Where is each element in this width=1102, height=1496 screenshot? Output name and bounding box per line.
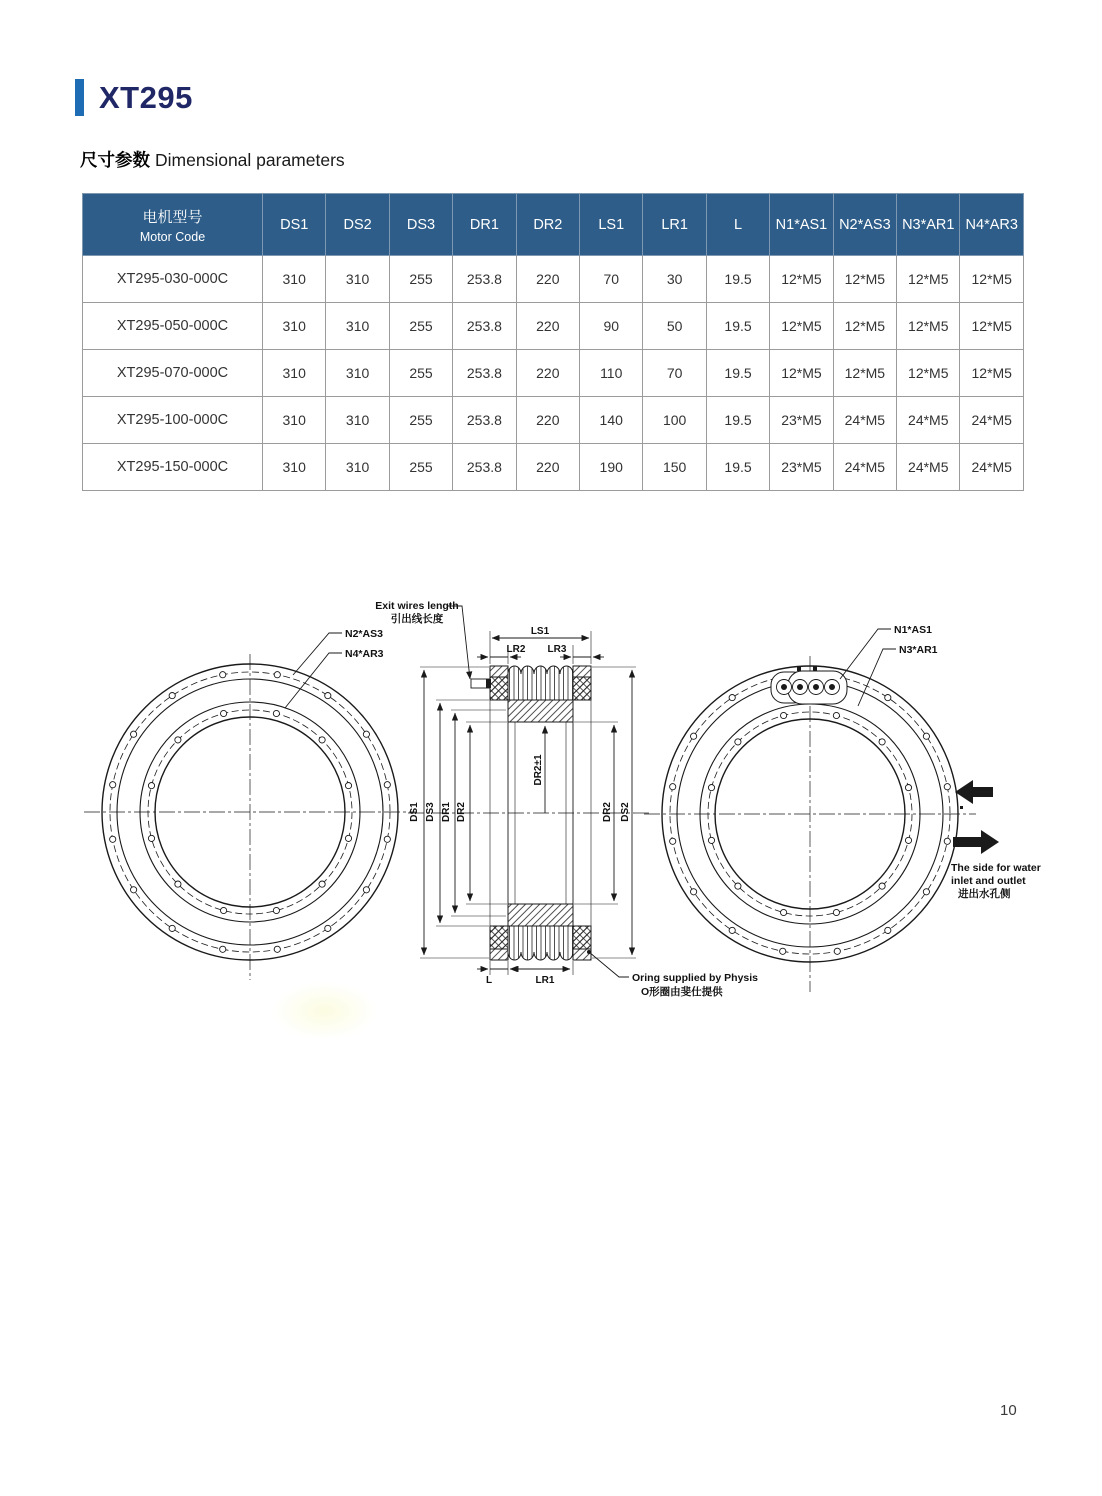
label-water-en1: The side for water xyxy=(951,862,1041,874)
value-cell: 19.5 xyxy=(706,397,769,444)
bolt-hole xyxy=(169,693,175,699)
motor-code-cell: XT295-100-000C xyxy=(83,397,263,444)
column-header-ds1: DS1 xyxy=(263,194,326,256)
bolt-hole xyxy=(131,887,137,893)
bolt-hole xyxy=(708,785,714,791)
bolt-hole xyxy=(670,784,676,790)
value-cell: 19.5 xyxy=(706,303,769,350)
value-cell: 255 xyxy=(389,444,452,491)
oring-section-bottom-right xyxy=(573,926,591,949)
bolt-hole xyxy=(780,948,786,954)
table-header-row xyxy=(83,194,1024,256)
value-cell: 24*M5 xyxy=(897,397,960,444)
dim-dr2-right: DR2 xyxy=(602,801,613,823)
bolt-hole xyxy=(221,907,227,913)
subtitle-zh: 尺寸参数 xyxy=(80,150,150,170)
bolt-hole xyxy=(169,925,175,931)
table-row xyxy=(83,256,1024,303)
value-cell: 310 xyxy=(326,256,389,303)
table-row xyxy=(83,350,1024,397)
column-header-lr1: LR1 xyxy=(643,194,706,256)
dimensional-parameters-table xyxy=(82,193,1024,491)
bolt-hole xyxy=(879,883,885,889)
value-cell: 19.5 xyxy=(706,256,769,303)
bolt-hole xyxy=(885,927,891,933)
bolt-hole xyxy=(781,712,787,718)
label-n1as1: N1*AS1 xyxy=(894,624,932,636)
column-header-ls1: LS1 xyxy=(580,194,643,256)
dim-dr1: DR1 xyxy=(441,801,452,823)
value-cell: 310 xyxy=(326,444,389,491)
label-n4ar3: N4*AR3 xyxy=(345,648,384,660)
bolt-hole xyxy=(175,737,181,743)
value-cell: 220 xyxy=(516,256,579,303)
bolt-hole xyxy=(131,731,137,737)
value-cell: 12*M5 xyxy=(897,256,960,303)
value-cell: 310 xyxy=(263,444,326,491)
value-cell: 253.8 xyxy=(453,397,516,444)
motor-code-cell: XT295-070-000C xyxy=(83,350,263,397)
dim-ds3: DS3 xyxy=(425,802,436,822)
label-n2as3: N2*AS3 xyxy=(345,628,383,640)
bolt-hole xyxy=(833,909,839,915)
bolt-hole xyxy=(273,907,279,913)
connector-tab xyxy=(797,666,801,671)
bolt-hole xyxy=(905,837,911,843)
label-exit-wires-zh: 引出线长度 xyxy=(390,613,444,625)
table-row xyxy=(83,444,1024,491)
bolt-hole xyxy=(148,783,154,789)
column-header-n3-ar1: N3*AR1 xyxy=(897,194,960,256)
value-cell: 310 xyxy=(326,397,389,444)
bolt-hole xyxy=(708,837,714,843)
value-cell: 12*M5 xyxy=(897,303,960,350)
value-cell: 253.8 xyxy=(453,350,516,397)
subtitle-en: Dimensional parameters xyxy=(155,150,345,170)
bolt-hole xyxy=(885,695,891,701)
value-cell: 253.8 xyxy=(453,256,516,303)
value-cell: 12*M5 xyxy=(770,350,833,397)
value-cell: 12*M5 xyxy=(770,256,833,303)
bolt-hole xyxy=(729,695,735,701)
value-cell: 140 xyxy=(580,397,643,444)
column-header-l: L xyxy=(706,194,769,256)
value-cell: 90 xyxy=(580,303,643,350)
value-cell: 255 xyxy=(389,397,452,444)
water-arrow-mark xyxy=(960,806,963,809)
bolt-hole xyxy=(833,712,839,718)
value-cell: 110 xyxy=(580,350,643,397)
oring-section-bottom-left xyxy=(490,926,508,949)
column-header-ds3: DS3 xyxy=(389,194,452,256)
bolt-hole xyxy=(110,782,116,788)
value-cell: 24*M5 xyxy=(833,444,896,491)
value-cell: 310 xyxy=(263,397,326,444)
value-cell: 30 xyxy=(643,256,706,303)
value-cell: 12*M5 xyxy=(833,303,896,350)
page-title: XT295 xyxy=(99,79,193,115)
value-cell: 12*M5 xyxy=(833,256,896,303)
stator-fins-top xyxy=(508,666,573,700)
value-cell: 23*M5 xyxy=(770,444,833,491)
table-row xyxy=(83,303,1024,350)
bolt-hole xyxy=(274,672,280,678)
value-cell: 150 xyxy=(643,444,706,491)
value-cell: 220 xyxy=(516,444,579,491)
bolt-hole xyxy=(384,836,390,842)
dim-ds1: DS1 xyxy=(409,802,420,822)
bolt-hole xyxy=(384,782,390,788)
label-oring-en: Oring supplied by Physis xyxy=(632,972,759,984)
value-cell: 12*M5 xyxy=(770,303,833,350)
oring-section-top-right xyxy=(573,677,591,700)
table-row xyxy=(83,397,1024,444)
bolt-hole xyxy=(345,783,351,789)
dim-ds2: DS2 xyxy=(620,802,631,822)
value-cell: 19.5 xyxy=(706,350,769,397)
value-cell: 253.8 xyxy=(453,303,516,350)
value-cell: 310 xyxy=(326,303,389,350)
value-cell: 255 xyxy=(389,350,452,397)
column-header-dr1: DR1 xyxy=(453,194,516,256)
bolt-hole xyxy=(274,946,280,952)
value-cell: 310 xyxy=(263,350,326,397)
value-cell: 70 xyxy=(643,350,706,397)
value-cell: 24*M5 xyxy=(897,444,960,491)
bolt-hole xyxy=(781,909,787,915)
value-cell: 12*M5 xyxy=(960,350,1024,397)
value-cell: 70 xyxy=(580,256,643,303)
dim-lr2: LR2 xyxy=(506,644,526,655)
bolt-hole xyxy=(345,835,351,841)
water-arrow-right-icon xyxy=(953,830,999,854)
value-cell: 220 xyxy=(516,350,579,397)
column-header-n4-ar3: N4*AR3 xyxy=(960,194,1024,256)
bolt-hole xyxy=(923,733,929,739)
value-cell: 253.8 xyxy=(453,444,516,491)
bolt-hole xyxy=(735,739,741,745)
terminal-pin xyxy=(813,684,819,690)
motor-code-cell: XT295-050-000C xyxy=(83,303,263,350)
exit-wire-gland xyxy=(486,679,491,688)
value-cell: 220 xyxy=(516,397,579,444)
dim-l: L xyxy=(485,975,493,986)
bolt-hole xyxy=(319,737,325,743)
value-cell: 12*M5 xyxy=(960,256,1024,303)
dim-ls1: LS1 xyxy=(530,626,550,637)
connector-tab xyxy=(813,666,817,671)
subtitle xyxy=(80,147,345,172)
value-cell: 12*M5 xyxy=(833,350,896,397)
bolt-hole xyxy=(325,693,331,699)
bolt-hole xyxy=(273,710,279,716)
dim-lr3: LR3 xyxy=(547,644,567,655)
label-exit-wires-en: Exit wires length xyxy=(375,600,459,612)
terminal-pin xyxy=(829,684,835,690)
faint-watermark xyxy=(272,982,377,1040)
section-header xyxy=(75,79,193,116)
label-water-zh: 进出水孔侧 xyxy=(958,888,1011,900)
front-view-left xyxy=(84,628,416,980)
value-cell: 24*M5 xyxy=(960,444,1024,491)
label-water-en2: inlet and outlet xyxy=(951,875,1026,887)
column-header-dr2: DR2 xyxy=(516,194,579,256)
motor-code-cell: XT295-030-000C xyxy=(83,256,263,303)
column-header-ds2: DS2 xyxy=(326,194,389,256)
bolt-hole xyxy=(879,739,885,745)
bolt-hole xyxy=(363,887,369,893)
water-arrow-left-icon xyxy=(955,780,993,804)
bolt-hole xyxy=(110,836,116,842)
value-cell: 12*M5 xyxy=(897,350,960,397)
column-header-n1-as1: N1*AS1 xyxy=(770,194,833,256)
page-number: 10 xyxy=(1000,1402,1017,1419)
bolt-hole xyxy=(670,838,676,844)
terminal-pin xyxy=(797,684,803,690)
bolt-hole xyxy=(220,672,226,678)
bolt-hole xyxy=(923,889,929,895)
bolt-hole xyxy=(363,731,369,737)
value-cell: 310 xyxy=(263,303,326,350)
value-cell: 50 xyxy=(643,303,706,350)
value-cell: 100 xyxy=(643,397,706,444)
bolt-hole xyxy=(691,889,697,895)
bolt-hole xyxy=(221,710,227,716)
value-cell: 190 xyxy=(580,444,643,491)
bolt-hole xyxy=(735,883,741,889)
bolt-hole xyxy=(729,927,735,933)
value-cell: 19.5 xyxy=(706,444,769,491)
bolt-hole xyxy=(834,948,840,954)
value-cell: 255 xyxy=(389,303,452,350)
terminal-pin xyxy=(781,684,787,690)
label-oring-zh: O形圈由斐仕提供 xyxy=(641,986,723,998)
value-cell: 24*M5 xyxy=(833,397,896,444)
technical-drawings xyxy=(0,586,1102,1046)
bolt-hole xyxy=(175,881,181,887)
leader-exit-wires xyxy=(448,606,470,679)
label-n3ar1: N3*AR1 xyxy=(899,644,938,656)
leader-oring xyxy=(589,952,629,977)
bolt-hole xyxy=(905,785,911,791)
table-body xyxy=(83,256,1024,491)
bolt-hole xyxy=(944,784,950,790)
value-cell: 12*M5 xyxy=(960,303,1024,350)
motor-code-header-en: Motor Code xyxy=(139,229,206,244)
value-cell: 310 xyxy=(263,256,326,303)
rotor-section-top xyxy=(508,700,573,722)
rotor-section-bottom xyxy=(508,904,573,926)
value-cell: 310 xyxy=(326,350,389,397)
oring-section-top-left xyxy=(490,677,508,700)
column-header-motor-code xyxy=(83,194,263,256)
dim-dr2: DR2 xyxy=(456,801,467,823)
bolt-hole xyxy=(319,881,325,887)
bolt-hole xyxy=(691,733,697,739)
value-cell: 255 xyxy=(389,256,452,303)
value-cell: 24*M5 xyxy=(960,397,1024,444)
bolt-hole xyxy=(325,925,331,931)
bolt-hole xyxy=(220,946,226,952)
stator-fins-bottom xyxy=(508,926,573,960)
bolt-hole xyxy=(944,838,950,844)
dim-lr1: LR1 xyxy=(535,975,555,986)
title-accent-bar xyxy=(75,79,84,116)
value-cell: 23*M5 xyxy=(770,397,833,444)
column-header-n2-as3: N2*AS3 xyxy=(833,194,896,256)
rear-view-right xyxy=(644,624,1041,992)
motor-code-header-zh: 电机型号 xyxy=(142,208,203,226)
motor-code-cell: XT295-150-000C xyxy=(83,444,263,491)
leader-n2as3 xyxy=(293,633,342,675)
bolt-hole xyxy=(148,835,154,841)
dim-dr2-tol: DR2±1 xyxy=(533,754,544,786)
value-cell: 220 xyxy=(516,303,579,350)
